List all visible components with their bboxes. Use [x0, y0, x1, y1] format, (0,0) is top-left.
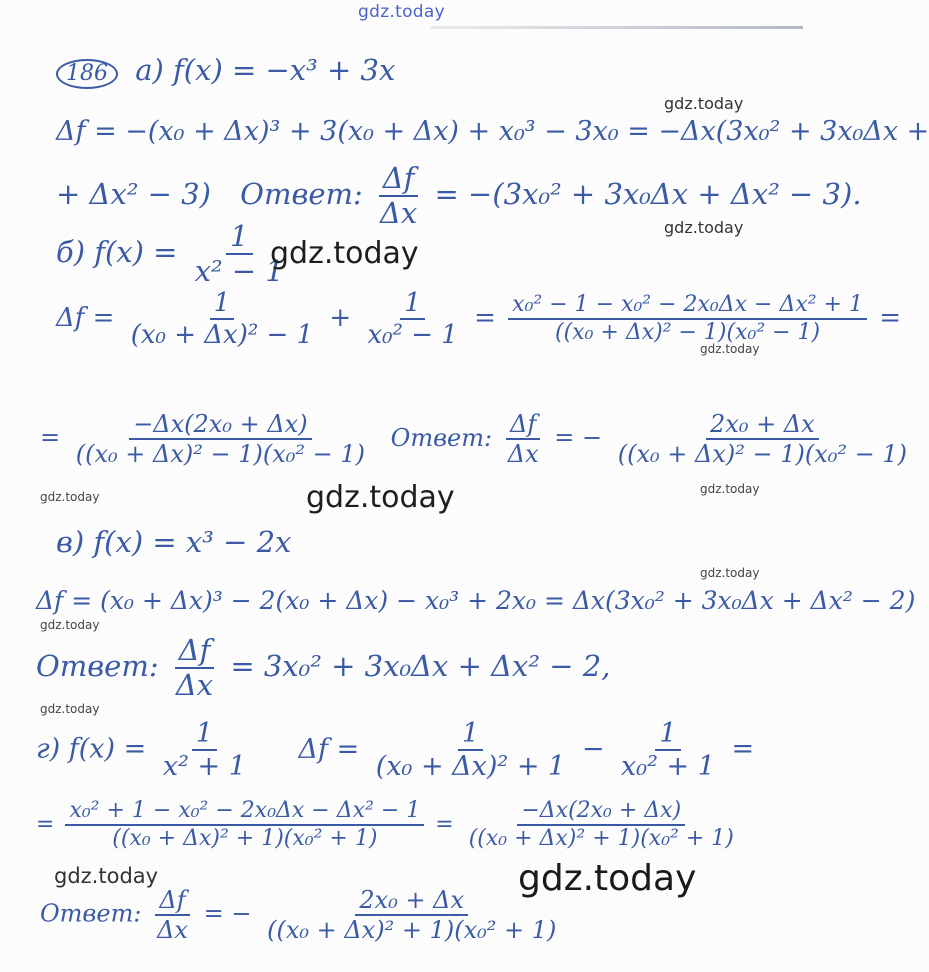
part-g-answer-num: 2x₀ + Δx [355, 888, 468, 916]
watermark: gdz.today [40, 490, 100, 504]
part-g-line2-prefix: = [36, 812, 55, 837]
part-b-answer-frac [614, 412, 911, 466]
part-b-result-tail: = [879, 303, 902, 333]
part-b-delta-line [56, 290, 901, 348]
part-g-term2 [617, 720, 719, 780]
part-b-ratio-den: Δx [507, 440, 539, 468]
part-b-func-den: x² − 1 [194, 254, 284, 288]
part-v-label: в) [56, 525, 85, 559]
part-a-delta-line [56, 118, 929, 145]
part-g-answer-word: Ответ: [40, 899, 142, 928]
part-g-tail: = [731, 733, 755, 765]
part-b-answer-word: Ответ: [390, 423, 493, 452]
part-b-result [508, 294, 867, 344]
part-g-line2-right-den: ((x₀ + Δx)² + 1)(x₀² + 1) [468, 826, 734, 851]
part-g-line2-eq: = [435, 812, 454, 837]
watermark: gdz.today [700, 342, 760, 356]
part-b-term2-den: x₀² − 1 [367, 320, 458, 350]
part-g-line2 [36, 800, 742, 850]
part-a-function: f(x) = −x³ + 3x [173, 53, 396, 87]
part-a-ratio-num: Δf [379, 164, 419, 197]
page-edge-line [430, 26, 803, 29]
part-a-ratio [376, 161, 421, 230]
part-g-line2-num: x₀² + 1 − x₀² − 2x₀Δx − Δx² − 1 [65, 800, 424, 826]
part-b-label: б) [56, 235, 86, 269]
part-b-term1 [127, 290, 317, 348]
part-b-term2 [363, 290, 461, 348]
part-g-func-frac [159, 720, 250, 780]
watermark: gdz.today [518, 858, 697, 899]
part-g-line2-right [465, 800, 738, 850]
part-b-func-num: 1 [226, 222, 252, 255]
part-v-function: f(x) = x³ − 2x [93, 525, 292, 559]
part-b-func-lhs: f(x) = [94, 235, 178, 269]
part-b-ratio [504, 412, 543, 466]
part-b-line3-frac [72, 412, 369, 466]
part-v-ratio-den: Δx [175, 668, 214, 702]
part-b-function-line [56, 219, 292, 288]
part-g-term1-num: 1 [458, 720, 483, 751]
part-g-term1 [372, 720, 569, 780]
part-g-term1-den: (x₀ + Δx)² + 1 [375, 751, 566, 782]
part-a-label: a) [135, 53, 164, 87]
part-g-operator: − [581, 733, 605, 765]
part-g-line2-right-num: −Δx(2x₀ + Δx) [517, 800, 685, 826]
part-g-func-lhs: f(x) = [68, 733, 147, 765]
part-a-delta-cont: + Δx² − 3) [56, 177, 211, 211]
part-b-answer-num: 2x₀ + Δx [706, 412, 819, 440]
part-b-term2-num: 1 [400, 290, 425, 320]
part-b-answer-den: ((x₀ + Δx)² − 1)(x₀² − 1) [617, 440, 907, 468]
part-b-line3-num: −Δx(2x₀ + Δx) [129, 412, 311, 440]
part-v-function-line [56, 525, 292, 559]
part-b-answer-line [40, 412, 915, 466]
part-g-answer-line [40, 888, 564, 942]
part-a-delta: Δf = −(x₀ + Δx)³ + 3(x₀ + Δx) + x₀³ − 3x₀ = −Δx(3x₀² + 3x₀Δx + [56, 116, 929, 147]
part-b-operator: + [329, 303, 352, 333]
part-g-answer-eq: = − [203, 899, 252, 928]
part-g-delta-prefix: Δf = [298, 733, 360, 765]
watermark: gdz.today [40, 618, 100, 632]
part-v-delta-line [36, 588, 915, 613]
watermark: gdz.today [306, 480, 455, 515]
part-g-term2-den: x₀² + 1 [621, 751, 715, 782]
part-g-func-num: 1 [192, 720, 217, 751]
part-v-ratio [172, 633, 217, 702]
watermark: gdz.today [40, 702, 100, 716]
part-g-line2-frac [65, 800, 424, 850]
part-g-label: г) [36, 733, 61, 765]
part-a-function-line [56, 53, 396, 89]
part-b-line3-den: ((x₀ + Δx)² − 1)(x₀² − 1) [75, 440, 365, 468]
part-g-answer-frac [263, 888, 560, 942]
watermark: gdz.today [664, 94, 744, 113]
part-v-answer: = 3x₀² + 3x₀Δx + Δx² − 2, [230, 649, 611, 683]
site-header[interactable]: gdz.today [358, 2, 445, 22]
part-b-equals: = [474, 303, 496, 333]
part-v-ratio-num: Δf [175, 636, 215, 669]
part-g-func-den: x² + 1 [162, 751, 246, 782]
part-g-term2-num: 1 [655, 720, 680, 751]
part-a-answer: = −(3x₀² + 3x₀Δx + Δx² − 3). [434, 177, 862, 211]
problem-number: 186 [56, 59, 118, 89]
part-g-ratio-den: Δx [157, 916, 188, 944]
part-b-term1-num: 1 [210, 290, 235, 320]
part-a-ratio-den: Δx [379, 196, 418, 230]
part-g-ratio [153, 888, 192, 942]
part-b-ratio-num: Δf [506, 412, 540, 440]
part-b-line3-prefix: = [40, 423, 61, 452]
watermark: gdz.today [54, 864, 159, 888]
part-b-result-den: ((x₀ + Δx)² − 1)(x₀² − 1) [555, 320, 821, 345]
part-b-result-num: x₀² − 1 − x₀² − 2x₀Δx − Δx² + 1 [508, 294, 867, 320]
watermark: gdz.today [700, 482, 760, 496]
watermark: gdz.today [664, 218, 744, 237]
part-g-function-line [36, 720, 754, 780]
part-g-answer-den: ((x₀ + Δx)² + 1)(x₀² + 1) [267, 916, 557, 944]
part-a-answer-word: Ответ: [240, 177, 363, 211]
part-g-line2-den: ((x₀ + Δx)² + 1)(x₀² + 1) [112, 826, 378, 851]
part-v-answer-word: Ответ: [36, 649, 159, 683]
part-g-ratio-num: Δf [155, 888, 189, 916]
part-v-delta: Δf = (x₀ + Δx)³ − 2(x₀ + Δx) − x₀³ + 2x₀ = Δx(3x₀² + 3x₀Δx + Δx² − 2) [36, 586, 916, 615]
part-v-answer-line [36, 633, 611, 702]
part-b-delta-prefix: Δf = [56, 303, 115, 333]
part-b-answer-eq: = − [554, 423, 603, 452]
part-b-term1-den: (x₀ + Δx)² − 1 [130, 320, 314, 350]
watermark: gdz.today [700, 566, 760, 580]
watermark: gdz.today [270, 236, 419, 271]
